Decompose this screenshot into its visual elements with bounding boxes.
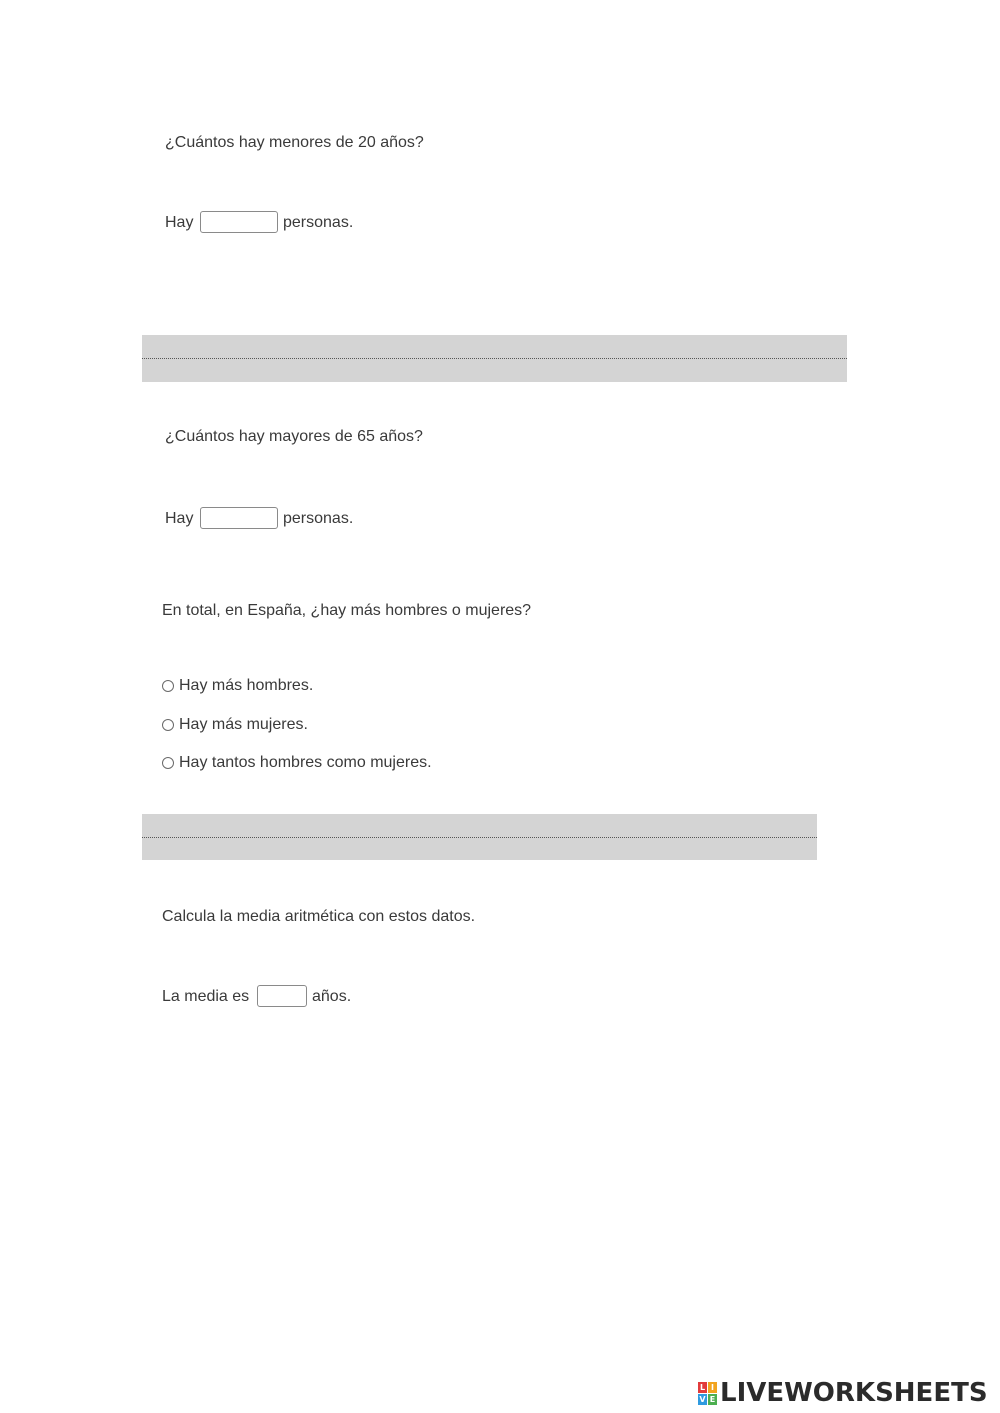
answer-prefix-mean: La media es [162, 988, 250, 1005]
logo-letter: E [709, 1394, 716, 1404]
answer-prefix-over-65: Hay [165, 510, 194, 527]
logo-letter: L [699, 1382, 706, 1392]
option-label: Hay tantos hombres como mujeres. [179, 754, 432, 771]
logo-letter: I [708, 1382, 717, 1393]
radio-button[interactable] [162, 680, 174, 692]
answer-prefix-under-20: Hay [165, 214, 194, 231]
under-20-answer-input[interactable] [200, 211, 278, 233]
option-more-men[interactable] [162, 676, 313, 696]
logo-letter: V [699, 1394, 706, 1404]
question-arithmetic-mean: Calcula la media aritmética con estos datos. [162, 908, 476, 925]
section-divider [142, 814, 817, 860]
liveworksheets-logo [698, 1378, 988, 1408]
option-label: Hay más hombres. [179, 677, 314, 694]
section-divider [142, 335, 847, 382]
radio-button[interactable] [162, 757, 174, 769]
question-over-65: ¿Cuántos hay mayores de 65 años? [165, 428, 423, 445]
question-under-20: ¿Cuántos hay menores de 20 años? [165, 134, 424, 151]
answer-suffix-mean: años. [312, 988, 352, 1005]
question-men-or-women: En total, en España, ¿hay más hombres o mujeres? [162, 602, 532, 619]
logo-text: LIVEWORKSHEETS [720, 1378, 988, 1408]
mean-answer-input[interactable] [257, 985, 307, 1007]
over-65-answer-input[interactable] [200, 507, 278, 529]
radio-button[interactable] [162, 719, 174, 731]
option-more-women[interactable] [162, 715, 308, 735]
logo-mark-icon [698, 1382, 717, 1405]
answer-suffix-over-65: personas. [283, 510, 354, 527]
option-label: Hay más mujeres. [179, 716, 308, 733]
option-equal[interactable] [162, 753, 432, 773]
answer-suffix-under-20: personas. [283, 214, 354, 231]
